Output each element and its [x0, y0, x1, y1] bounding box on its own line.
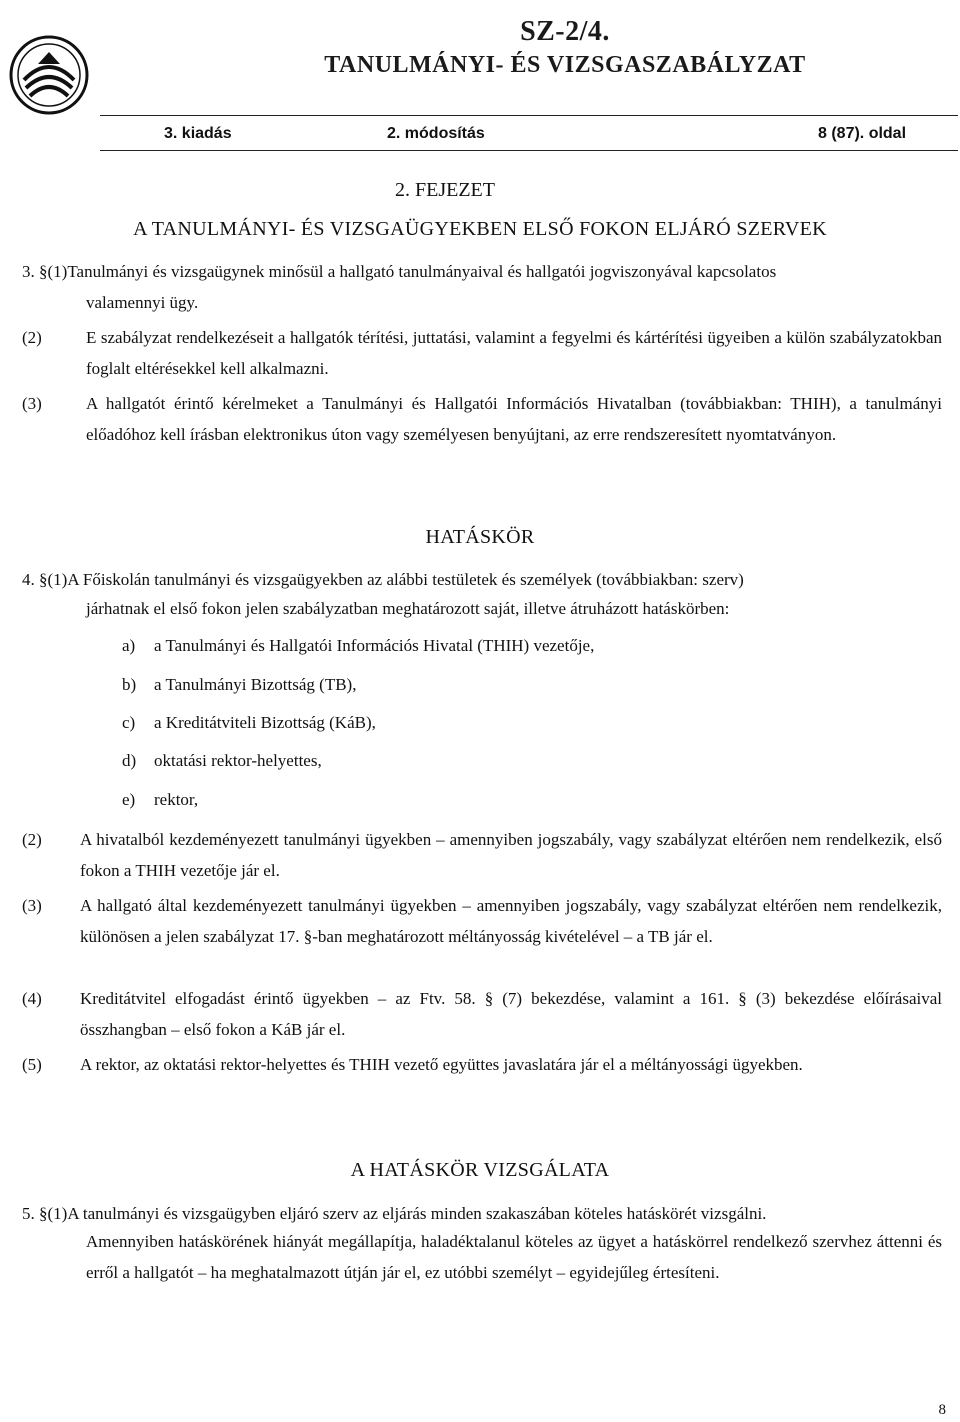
- s3-p2-text: E szabályzat rendelkezéseit a hallgatók térítési, juttatási, valamint a fegyelmi és kártérítési ügyeiben a külön szabályzatokban foglalt eltérésekkel kell alkalmazni.: [86, 328, 942, 378]
- list-item-label: a): [122, 636, 136, 655]
- document-code: SZ-2/4.: [520, 16, 610, 47]
- s4-p5-text: A rektor, az oktatási rektor-helyettes és THIH vezető együttes javaslatára jár el a méltányossági ügyekben.: [80, 1055, 803, 1074]
- document-title: TANULMÁNYI- ÉS VIZSGASZABÁLYZAT: [324, 52, 806, 78]
- s3-p3-text: A hallgatót érintő kérelmeket a Tanulmányi és Hallgatói Információs Hivatalban (továbbiakban: THIH), a tanulmányi előadóhoz kell írásban elektronikus úton vagy személyesen benyújtani, az erre rendszeresített nyomtatványon.: [86, 394, 942, 444]
- header-rule-bottom: [100, 150, 958, 151]
- s4-p4-text: Kreditátvitel elfogadást érintő ügyekben – az Ftv. 58. § (7) bekezdése, valamint a 161. § (3) bekezdése előírásaival összhangban – első fokon a KáB jár el.: [80, 989, 942, 1039]
- list-item: [122, 634, 594, 658]
- s4-p1-line2: járhatnak el első fokon jelen szabályzatban meghatározott saját, illetve átruházott hatáskörben:: [86, 599, 730, 618]
- s3-p3-number: (3): [22, 394, 42, 413]
- header-rule-top: [100, 115, 958, 116]
- list-item-label: c): [122, 713, 136, 732]
- edition-label: 3. kiadás: [164, 125, 232, 142]
- s4-p1-line1: 4. §(1)A Főiskolán tanulmányi és vizsgaügyekben az alábbi testületek és személyek (továbbiakban: szerv): [22, 570, 744, 589]
- list-item-label: b): [122, 675, 137, 694]
- college-logo-icon: [8, 34, 90, 116]
- s3-p1-line1: 3. §(1)Tanulmányi és vizsgaügynek minősül a hallgató tanulmányaival és hallgatói jogviszonyával kapcsolatos: [22, 262, 777, 281]
- s4-p3-text: A hallgató által kezdeményezett tanulmányi ügyekben – amennyiben jogszabály, vagy szabályzat eltérően nem rendelkezik, különösen a jelen szabályzat 17. §-ban meghatározott méltányosság kivételével – a TB jár el.: [80, 896, 942, 946]
- list-item-text: a Tanulmányi és Hallgatói Információs Hivatal (THIH) vezetője,: [154, 636, 595, 655]
- list-item-text: rektor,: [154, 790, 199, 809]
- list-item: [122, 711, 376, 735]
- list-item-label: e): [122, 790, 136, 809]
- s5-p1-text: Amennyiben hatáskörének hiányát megállapítja, haladéktalanul köteles az ügyet a hatáskörrel rendelkező szervhez áttenni és erről a hallgatót – ha meghatalmazott útján jár el, ez utóbbi személyt – egyidejűleg értesíteni.: [86, 1232, 942, 1282]
- s4-p2-number: (2): [22, 830, 42, 849]
- chapter-title: A TANULMÁNYI- ÉS VIZSGAÜGYEKBEN ELSŐ FOKON ELJÁRÓ SZERVEK: [133, 218, 827, 240]
- page-number: 8: [938, 1402, 946, 1418]
- s4-p5-number: (5): [22, 1055, 42, 1074]
- list-item: [122, 749, 322, 773]
- vizsgalat-heading: A HATÁSKÖR VIZSGÁLATA: [350, 1159, 610, 1181]
- list-item: [122, 673, 356, 697]
- hataskor-heading: HATÁSKÖR: [425, 526, 535, 548]
- s3-p2-number: (2): [22, 328, 42, 347]
- chapter-number: 2. FEJEZET: [395, 179, 495, 201]
- list-item-text: a Kreditátviteli Bizottság (KáB),: [154, 713, 376, 732]
- s4-p3-number: (3): [22, 896, 42, 915]
- revision-label: 2. módosítás: [387, 125, 485, 142]
- list-item-text: oktatási rektor-helyettes,: [154, 751, 322, 770]
- page-label: 8 (87). oldal: [818, 125, 907, 142]
- s5-p1-line1: 5. §(1)A tanulmányi és vizsgaügyben eljáró szerv az eljárás minden szakaszában köteles hatáskörét vizsgálni.: [22, 1204, 767, 1223]
- s3-p1-line2: valamennyi ügy.: [86, 293, 199, 312]
- list-item-label: d): [122, 751, 137, 770]
- list-item: [122, 788, 198, 812]
- s4-p4-number: (4): [22, 989, 42, 1008]
- s4-p2-text: A hivatalból kezdeményezett tanulmányi ügyekben – amennyiben jogszabály, vagy szabályzat eltérően nem rendelkezik, első fokon a THIH vezetője jár el.: [80, 830, 942, 880]
- list-item-text: a Tanulmányi Bizottság (TB),: [154, 675, 357, 694]
